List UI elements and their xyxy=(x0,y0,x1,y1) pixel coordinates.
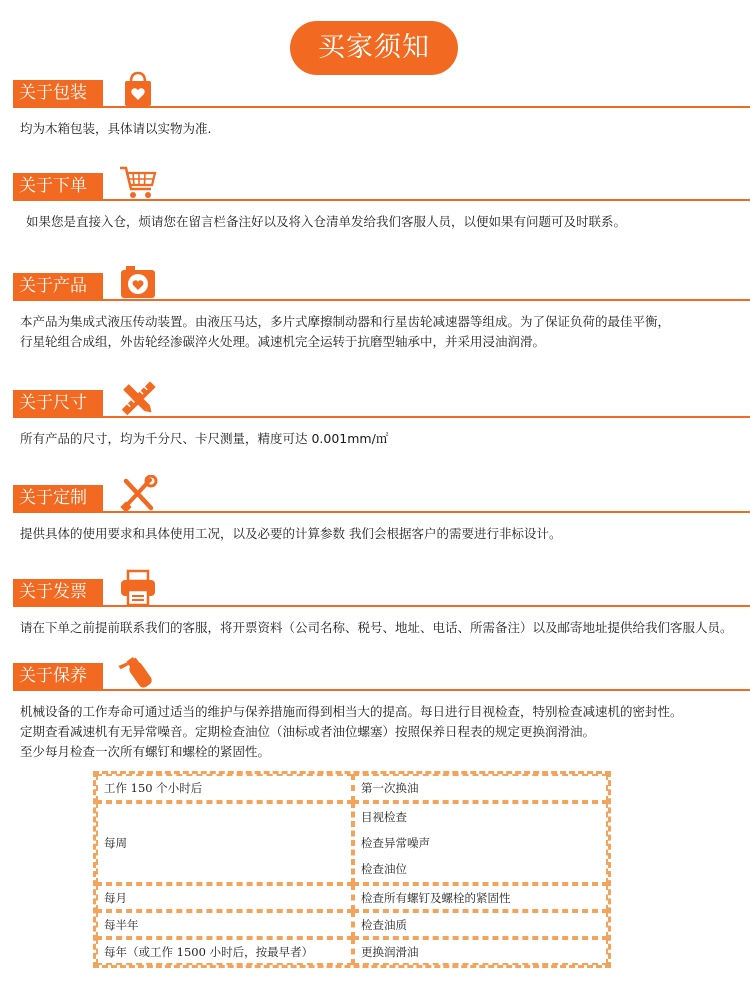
shopping-bag-heart-icon xyxy=(118,70,158,108)
interval-cell: 每周 xyxy=(96,802,353,884)
section-label: 关于尺寸 xyxy=(13,390,103,417)
shopping-cart-icon xyxy=(118,163,158,201)
section-dimensions xyxy=(0,380,750,449)
interval-cell: 工作 150 个小时后 xyxy=(96,774,353,802)
section-packaging xyxy=(0,70,750,139)
table-row xyxy=(96,911,608,938)
printer-icon xyxy=(118,569,158,607)
maintenance-schedule-table xyxy=(93,771,611,968)
interval-cell: 每半年 xyxy=(96,911,353,938)
task-cell: 第一次换油 xyxy=(353,774,608,802)
section-text: 如果您是直接入仓，烦请您在留言栏备注好以及将入仓清单发给我们客服人员，以便如果有问题可及时联系。 xyxy=(26,214,627,229)
task-cell: 检查所有螺钉及螺栓的紧固性 xyxy=(353,884,608,911)
section-text: 本产品为集成式液压传动装置。由液压马达，多片式摩擦制动器和行星齿轮减速器等组成。为了保证负荷的最佳平衡， xyxy=(20,314,671,329)
page-title: 买家须知 xyxy=(290,21,458,75)
section-ordering xyxy=(0,163,750,232)
interval-cell: 每月 xyxy=(96,884,353,911)
table-row xyxy=(96,774,608,802)
section-text: 均为木箱包装，具体请以实物为准. xyxy=(20,121,212,136)
section-text: 提供具体的使用要求和具体使用工况，以及必要的计算参数 我们会根据客户的需要进行非标设计。 xyxy=(20,526,562,541)
task-cell xyxy=(353,802,608,884)
section-text: 定期查看减速机有无异常噪音。定期检查油位（油标或者油位螺塞）按照保养日程表的规定更换润滑油。 xyxy=(20,724,596,739)
section-text: 所有产品的尺寸，均为千分尺、卡尺测量，精度可达 0.001mm/㎡ xyxy=(20,431,389,446)
camera-heart-icon xyxy=(118,263,158,301)
section-maintenance xyxy=(0,653,750,762)
section-text: 至少每月检查一次所有螺钉和螺栓的紧固性。 xyxy=(20,744,271,759)
task-cell: 检查油质 xyxy=(353,911,608,938)
section-customization xyxy=(0,475,750,544)
task-cell: 更换润滑油 xyxy=(353,938,608,965)
section-label: 关于下单 xyxy=(13,173,103,200)
section-product xyxy=(0,263,750,352)
section-text: 请在下单之前提前联系我们的客服，将开票资料（公司名称、税号、地址、电话、所需备注）以及邮寄地址提供给我们客服人员。 xyxy=(20,620,733,635)
section-label: 关于包装 xyxy=(13,80,103,107)
section-label: 关于定制 xyxy=(13,485,103,512)
section-label: 关于保养 xyxy=(13,663,103,690)
table-row xyxy=(96,938,608,965)
interval-cell: 每年（或工作 1500 小时后，按最早者） xyxy=(96,938,353,965)
task-item: 检查异常噪声 xyxy=(361,836,430,850)
table-row xyxy=(96,884,608,911)
section-text: 行星轮组合成组，外齿轮经渗碳淬火处理。减速机完全运转于抗磨型轴承中，并采用浸油润滑。 xyxy=(20,334,546,349)
section-label: 关于产品 xyxy=(13,273,103,300)
section-invoice xyxy=(0,569,750,638)
table-row xyxy=(96,802,608,884)
task-item: 检查油位 xyxy=(361,862,407,876)
pencil-ruler-icon xyxy=(118,380,158,418)
spray-bottle-icon xyxy=(118,653,158,691)
task-item: 目视检查 xyxy=(361,810,407,824)
section-label: 关于发票 xyxy=(13,579,103,606)
wrench-screwdriver-icon xyxy=(118,475,158,513)
section-text: 机械设备的工作寿命可通过适当的维护与保养措施而得到相当大的提高。每日进行目视检查，特别检查减速机的密封性。 xyxy=(20,704,683,719)
